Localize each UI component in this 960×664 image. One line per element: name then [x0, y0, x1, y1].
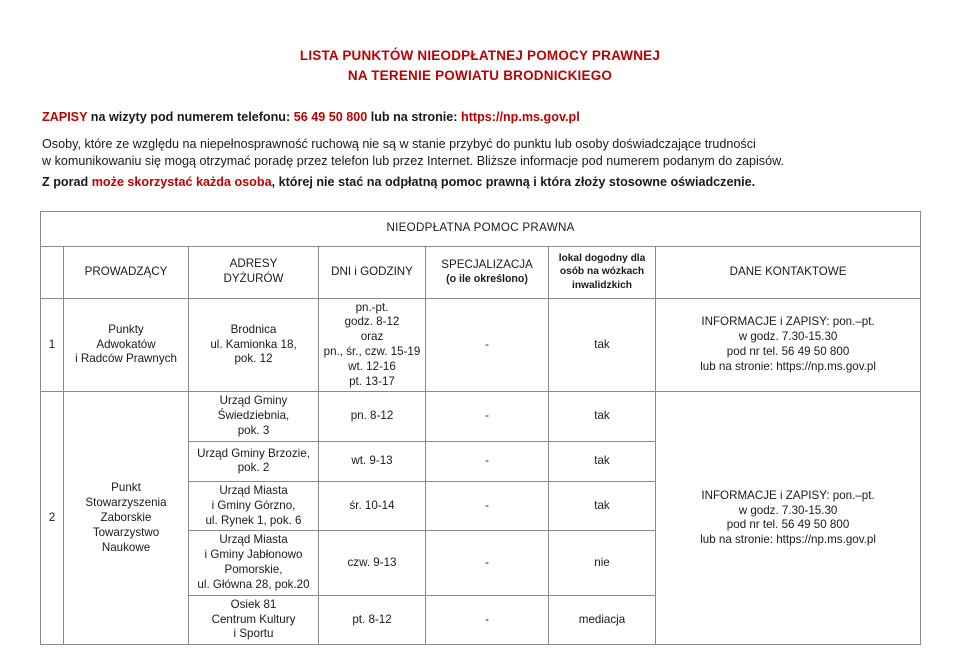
row-adres-line: Osiek 81	[230, 597, 277, 611]
row-adres-line: Urząd Gminy	[219, 394, 288, 408]
row-specjalizacja: -	[426, 531, 549, 595]
header-adresy-line-2: DYŻURÓW	[223, 272, 284, 285]
row-adres-line: i Gminy Jabłonowo	[204, 548, 303, 562]
row-kontakt	[656, 392, 921, 645]
row-adres-line: Świedziebnia,	[217, 409, 290, 423]
row-adres-line: Urząd Miasta	[219, 483, 288, 497]
row-dni-godziny: śr. 10-14	[319, 481, 426, 530]
header-specjalizacja-line-1: SPECJALIZACJA	[441, 257, 533, 271]
registration-mid-text: na wizyty pod numerem telefonu:	[87, 110, 294, 125]
intro-paragraph-line-3	[42, 173, 922, 194]
row-adres-line: pok. 3	[237, 424, 270, 438]
row-kontakt-line: pod nr tel. 56 49 50 800	[726, 344, 850, 358]
table-row	[41, 298, 921, 392]
row-prowadzacy-line: Towarzystwo	[92, 525, 160, 539]
header-dane-kontaktowe: DANE KONTAKTOWE	[656, 246, 921, 298]
row-kontakt-line: w godz. 7.30-15.30	[738, 330, 838, 344]
table-banner-row	[41, 211, 921, 246]
row-dni-line: oraz	[360, 330, 384, 344]
row-adres-line: ul. Kamionka 18,	[210, 337, 297, 351]
header-prowadzacy: PROWADZĄCY	[64, 246, 189, 298]
header-specjalizacja	[426, 246, 549, 298]
row-dni-godziny	[319, 298, 426, 392]
header-lokal-dostepny	[549, 246, 656, 298]
row-adres	[189, 531, 319, 595]
header-adresy-line-1: ADRESY	[229, 257, 278, 271]
row-prowadzacy	[64, 298, 189, 392]
table-row	[41, 392, 921, 441]
row-kontakt-line: INFORMACJE i ZAPISY: pon.–pt.	[701, 488, 875, 502]
row-prowadzacy-line: Stowarzyszenia	[85, 496, 167, 510]
intro-block	[42, 85, 922, 193]
registration-url[interactable]: https://np.ms.gov.pl	[461, 110, 580, 125]
row-dni-line: wt. 12-16	[348, 359, 396, 373]
row-prowadzacy-line: Zaborskie	[100, 510, 152, 524]
document-title	[0, 0, 960, 85]
row-adres	[189, 595, 319, 644]
intro-paragraph-line-1: Osoby, które ze względu na niepełnosprawność ruchową nie są w stanie przybyć do punktu lub osoby doświadczające trudności	[42, 136, 756, 151]
title-line-1: LISTA PUNKTÓW NIEODPŁATNEJ POMOCY PRAWNEJ	[299, 48, 661, 63]
row-prowadzacy	[64, 392, 189, 645]
row-adres-line: Centrum Kultury	[211, 612, 296, 626]
header-lokal-line-1: lokal dogodny dla	[558, 253, 646, 265]
row-adres-line: pok. 12	[234, 352, 273, 366]
row-adres	[189, 441, 319, 481]
row-dni-godziny: czw. 9-13	[319, 531, 426, 595]
row-lokal: tak	[549, 441, 656, 481]
registration-phone: 56 49 50 800	[293, 110, 368, 125]
row-specjalizacja: -	[426, 595, 549, 644]
registration-keyword: ZAPISY	[42, 110, 88, 125]
row-adres	[189, 481, 319, 530]
eligibility-prefix: Z porad	[42, 174, 92, 189]
table-banner: NIEODPŁATNA POMOC PRAWNA	[41, 211, 921, 246]
legal-aid-table-wrapper	[40, 211, 960, 646]
row-dni-godziny: pn. 8-12	[319, 392, 426, 441]
row-prowadzacy-line: i Radców Prawnych	[75, 352, 177, 366]
row-index: 2	[41, 392, 64, 645]
row-lokal: mediacja	[549, 595, 656, 644]
row-kontakt	[656, 298, 921, 392]
row-adres-line: ul. Rynek 1, pok. 6	[205, 513, 302, 527]
title-line-2: NA TERENIE POWIATU BRODNICKIEGO	[347, 67, 613, 83]
row-specjalizacja: -	[426, 441, 549, 481]
row-dni-godziny: pt. 8-12	[319, 595, 426, 644]
header-dni-godziny: DNI i GODZINY	[319, 246, 426, 298]
row-kontakt-line: INFORMACJE i ZAPISY: pon.–pt.	[701, 315, 875, 329]
row-dni-line: godz. 8-12	[344, 315, 400, 329]
row-adres-line: i Gminy Górzno,	[211, 498, 296, 512]
row-kontakt-line: w godz. 7.30-15.30	[738, 503, 838, 517]
row-adres-line: Pomorskie,	[224, 563, 283, 577]
header-lokal-line-2: osób na wózkach	[559, 266, 645, 278]
row-kontakt-line: lub na stronie: https://np.ms.gov.pl	[700, 533, 876, 547]
row-prowadzacy-line: Punkt	[111, 481, 141, 495]
eligibility-suffix: , której nie stać na odpłatną pomoc prawną i która złoży stosowne oświadczenie.	[271, 174, 756, 189]
registration-mid-text-2: lub na stronie:	[367, 110, 461, 125]
row-adres-line: Urząd Gminy Brzozie,	[197, 446, 310, 460]
row-specjalizacja: -	[426, 481, 549, 530]
row-kontakt-line: pod nr tel. 56 49 50 800	[726, 518, 850, 532]
row-dni-line: pt. 13-17	[349, 374, 395, 388]
row-kontakt-line: lub na stronie: https://np.ms.gov.pl	[700, 359, 876, 373]
row-lokal: nie	[549, 531, 656, 595]
row-specjalizacja: -	[426, 298, 549, 392]
row-prowadzacy-line: Punkty	[108, 322, 144, 336]
row-lokal: tak	[549, 392, 656, 441]
row-adres-line: Urząd Miasta	[219, 533, 288, 547]
row-specjalizacja: -	[426, 392, 549, 441]
row-adres-line: pok. 2	[237, 461, 270, 475]
row-adres	[189, 298, 319, 392]
row-lokal: tak	[549, 481, 656, 530]
row-dni-godziny: wt. 9-13	[319, 441, 426, 481]
table-header-row	[41, 246, 921, 298]
row-prowadzacy-line: Adwokatów	[96, 337, 156, 351]
header-lokal-line-3: inwalidzkich	[571, 279, 632, 291]
header-specjalizacja-line-2: (o ile określono)	[446, 272, 528, 285]
header-adresy	[189, 246, 319, 298]
eligibility-highlight: może skorzystać każda osoba	[91, 174, 272, 189]
row-adres	[189, 392, 319, 441]
legal-aid-table	[40, 211, 921, 646]
row-prowadzacy-line: Naukowe	[101, 540, 151, 554]
header-index	[41, 246, 64, 298]
row-adres-line: i Sportu	[233, 627, 274, 641]
row-dni-line: pn., śr., czw. 15-19	[323, 344, 421, 358]
row-adres-line: Brodnica	[230, 322, 277, 336]
row-dni-line: pn.-pt.	[355, 300, 389, 314]
row-lokal: tak	[549, 298, 656, 392]
intro-paragraph-line-2: w komunikowaniu się mogą otrzymać poradę przez telefon lub przez Internet. Bliższe informacje pod numerem podanym do zapisów.	[42, 154, 784, 169]
row-index: 1	[41, 298, 64, 392]
registration-line	[42, 85, 922, 138]
row-adres-line: ul. Główna 28, pok.20	[197, 577, 310, 591]
